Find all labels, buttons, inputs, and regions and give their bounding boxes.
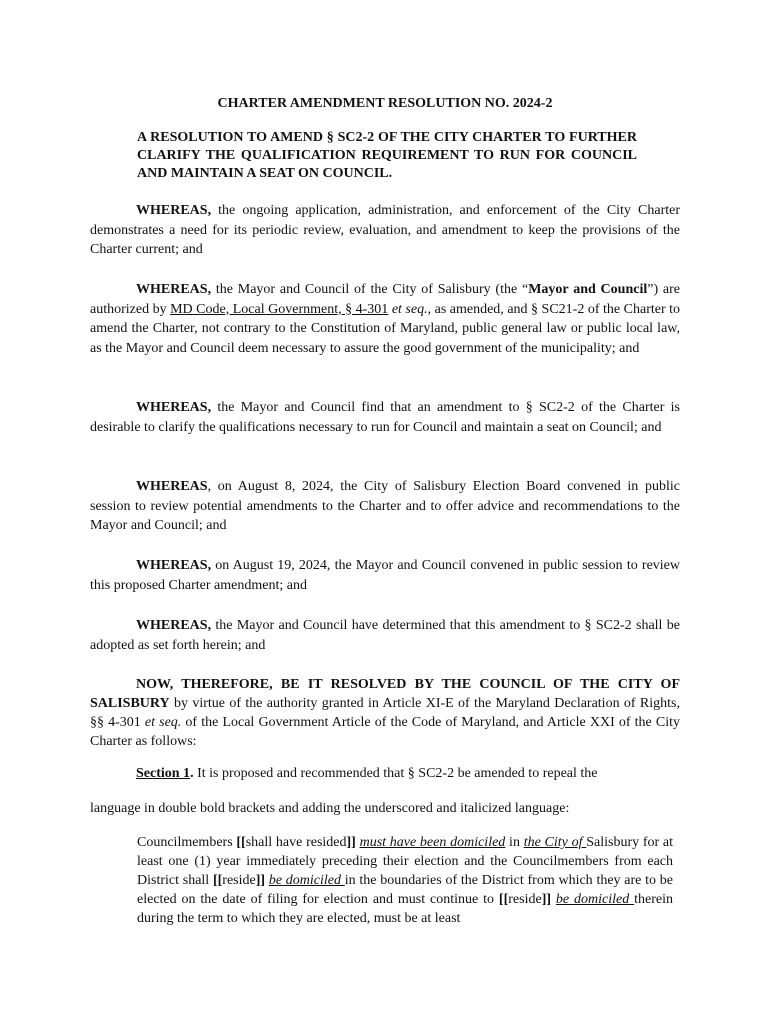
deletion-bracket: [[: [212, 873, 223, 888]
paragraph-text: of the Local Government Article of the Code of Maryland, and Article XXI of the City Charter as follows:: [90, 715, 680, 749]
paragraph-text: the Mayor and Council find that an amendment to § SC2-2 of the Charter is desirable to clarify the qualifications necessary to run for Council and maintain a seat on Council; and: [90, 400, 680, 435]
resolved-paragraph: [90, 675, 680, 751]
paragraph-text: by virtue of the authority granted in Article XI-E of the Maryland Declaration of Rights, §§ 4-301: [90, 696, 680, 730]
citation-italic: et seq.: [391, 301, 428, 317]
document-title: CHARTER AMENDMENT RESOLUTION NO. 2024-2: [217, 96, 553, 111]
paragraph-text: ”) are authorized by: [90, 282, 680, 317]
inserted-text: be domiciled: [555, 892, 635, 907]
section-1-continuation: [90, 799, 680, 819]
defined-term: Mayor and Council: [528, 282, 648, 297]
deletion-bracket: ]]: [346, 835, 356, 850]
whereas-label: WHEREAS: [136, 479, 208, 494]
amended-charter-text: [137, 833, 673, 928]
whereas-paragraph-3: [90, 398, 680, 437]
resolution-heading: A RESOLUTION TO AMEND § SC2-2 OF THE CITY CHARTER TO FURTHER CLARIFY THE QUALIFICATION REQUIREMENT TO RUN FOR COUNCIL AND MAINTAIN A SEAT ON COUNCIL.: [137, 130, 637, 181]
inserted-text: must have been domiciled: [359, 835, 506, 850]
deletion-bracket: [[: [498, 892, 509, 907]
deletion-bracket: ]]: [541, 892, 552, 907]
quote-text: therein during the term to which they are elected, must be at least: [137, 892, 674, 926]
deleted-text: reside: [222, 873, 256, 888]
paragraph-text: the Mayor and Council of the City of Salisbury (the “: [211, 282, 529, 297]
paragraph-text: the ongoing application, administration, and enforcement of the City Charter demonstrates a need for its periodic review, evaluation, and amendment to keep the provisions of the Charter current; and: [90, 203, 680, 258]
quote-text: in the boundaries of the District from which they are to be elected on the date of filing for election and must continue to: [137, 873, 674, 907]
inserted-text: the City of: [523, 835, 587, 850]
whereas-label: WHEREAS,: [136, 558, 212, 573]
section-dot: .: [190, 766, 194, 781]
deleted-text: reside: [508, 892, 542, 907]
whereas-paragraph-1: [90, 201, 680, 260]
paragraph-text: , on August 8, 2024, the City of Salisbury Election Board convened in public session to review potential amendments to the Charter and to offer advice and recommendations to the Mayor and Council; and: [90, 479, 680, 534]
whereas-label: WHEREAS,: [136, 282, 212, 297]
whereas-paragraph-4: [90, 477, 680, 536]
section-1-paragraph: [90, 764, 680, 784]
deletion-bracket: [[: [236, 835, 246, 850]
whereas-label: WHEREAS,: [136, 618, 212, 633]
code-citation-link[interactable]: MD Code, Local Government, § 4-301: [170, 301, 389, 317]
quote-text: Salisbury for at least one (1) year immediately preceding their election and the Councilmembers from each District shall: [137, 835, 674, 888]
whereas-paragraph-2: [90, 280, 680, 358]
inserted-text: be domiciled: [268, 873, 345, 888]
deleted-text: shall have resided: [245, 835, 347, 850]
paragraph-text: language in double bold brackets and adding the underscored and italicized language:: [90, 801, 570, 816]
paragraph-text: It is proposed and recommended that § SC2-2 be amended to repeal the: [193, 766, 598, 781]
paragraph-text: , as amended, and § SC21-2 of the Charter to amend the Charter, not contrary to the Constitution of Maryland, public general law or public local law, as the Mayor and Council deem necessary to assure the good government of the municipality; and: [90, 301, 681, 356]
whereas-paragraph-6: [90, 616, 680, 655]
quote-text: in: [505, 835, 524, 850]
paragraph-text: on August 19, 2024, the Mayor and Council convened in public session to review this proposed Charter amendment; and: [90, 558, 680, 593]
section-label: Section 1: [136, 766, 191, 781]
whereas-paragraph-5: [90, 556, 680, 595]
whereas-label: WHEREAS,: [136, 400, 212, 415]
citation-italic: et seq.: [144, 715, 182, 730]
whereas-label: WHEREAS,: [136, 203, 212, 218]
paragraph-text: the Mayor and Council have determined that this amendment to § SC2-2 shall be adopted as set forth herein; and: [90, 618, 680, 653]
resolved-clause: NOW, THEREFORE, BE IT RESOLVED BY THE COUNCIL OF THE CITY OF SALISBURY: [90, 677, 680, 711]
quote-text: Councilmembers: [137, 835, 237, 850]
deletion-bracket: ]]: [255, 873, 266, 888]
